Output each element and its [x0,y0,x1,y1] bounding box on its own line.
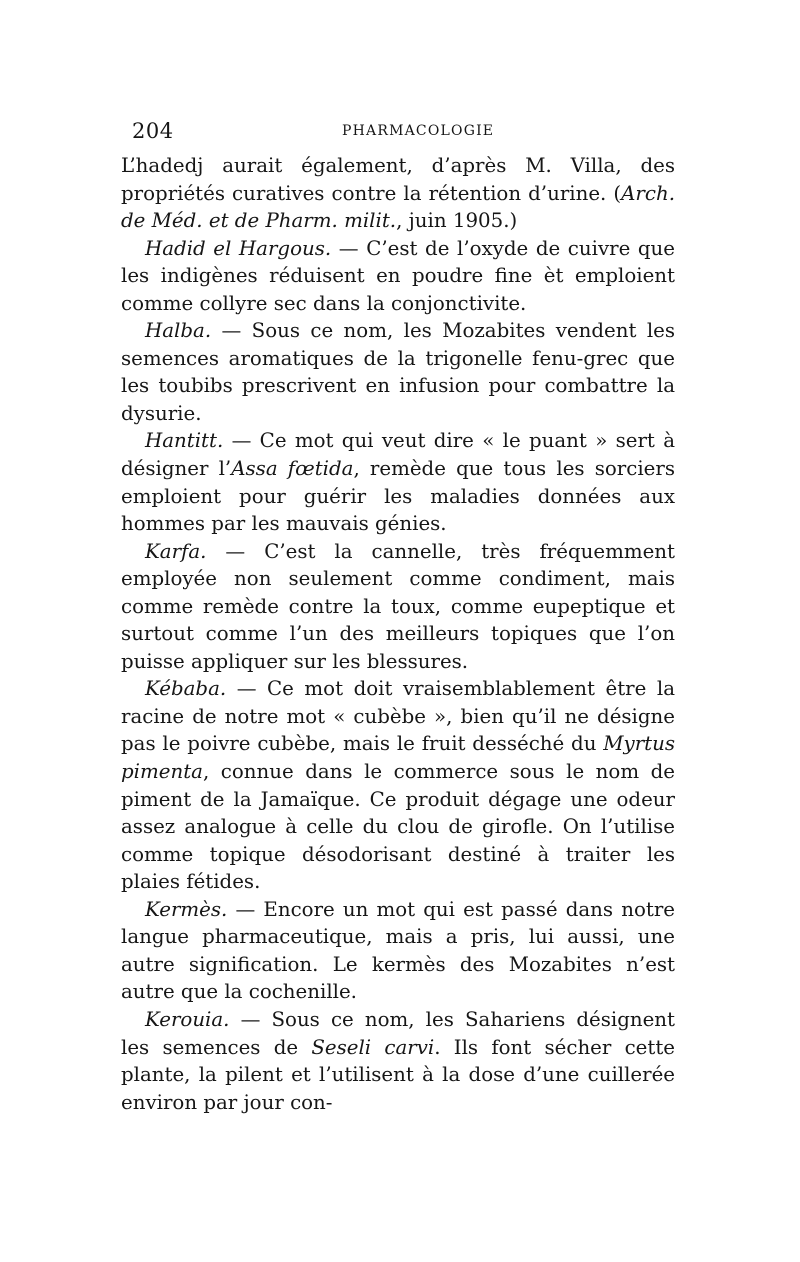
page-number: 204 [132,119,174,143]
text-run: — Ce mot doit vraisemblablement être la racine de notre mot « cubèbe », bien qu’il ne désigne pas le poivre cubèbe, mais le fruit desséché du [121,677,675,756]
text-run: , connue dans le commerce sous le nom de piment de la Jamaïque. Ce produit dégage une odeur assez analogue à celle du clou de girofle. On l’utilise comme topique désodorisant destiné à traiter les plaies fétides. [121,760,675,894]
italic-term: Kébaba. [145,677,227,701]
italic-term: Hantitt. [145,429,224,453]
paragraph [121,427,675,537]
italic-term: Assa fœtida [231,457,354,481]
paragraph [121,896,675,1006]
text-run: L’hadedj aurait également, d’après M. Villa, des propriétés curatives contre la rétention d’urine. ( [121,154,675,205]
page-header [132,119,675,143]
italic-term: Kermès. [145,897,228,921]
text-run: — Encore un mot qui est passé dans notre langue pharmaceutique, mais a pris, lui aussi, une autre signification. Le kermès des Mozabites n’est autre que la cochenille. [121,897,675,1004]
paragraph [121,152,675,235]
running-title: PHARMACOLOGIE [342,123,495,139]
paragraph [121,317,675,427]
text-run: — C’est de l’oxyde de cuivre que les indigènes réduisent en poudre fine èt emploient comme collyre sec dans la conjonctivite. [121,236,675,315]
paragraph [121,1006,675,1116]
body-text [121,152,675,1116]
italic-term: Halba. [145,319,212,343]
italic-term: Kerouia. [145,1007,230,1031]
text-run: — Sous ce nom, les Mozabites vendent les semences aromatiques de la trigonelle fenu-grec que les toubibs prescrivent en infusion pour combattre la dysurie. [121,319,675,425]
text-run: — C’est la cannelle, très fréquemment employée non seulement comme condiment, mais comme remède contre la toux, comme eupeptique et surtout comme l’un des meilleurs topiques que l’on puisse appliquer sur les blessures. [121,539,675,673]
text-run: . Ils font sécher cette plante, la pilent et l’utilisent à la dose d’une cuillerée environ par jour con- [121,1035,675,1114]
paragraph [121,235,675,318]
italic-term: Karfa. [145,539,207,563]
text-run: , juin 1905.) [396,209,518,233]
paragraph [121,675,675,895]
italic-term: Myrtus pimenta [121,732,675,784]
italic-term: Arch. de Méd. et de Pharm. milit. [121,181,675,233]
text-run: — Sous ce nom, les Sahariens désignent les semences de [121,1007,675,1059]
italic-term: Hadid el Hargous. [145,236,332,260]
paragraph [121,538,675,676]
text-run: , remède que tous les sorciers emploient pour guérir les maladies données aux hommes par les mauvais génies. [121,457,675,536]
italic-term: Seseli carvi [311,1035,435,1059]
text-run: — Ce mot qui veut dire « le puant » sert à désigner l’ [121,429,675,481]
